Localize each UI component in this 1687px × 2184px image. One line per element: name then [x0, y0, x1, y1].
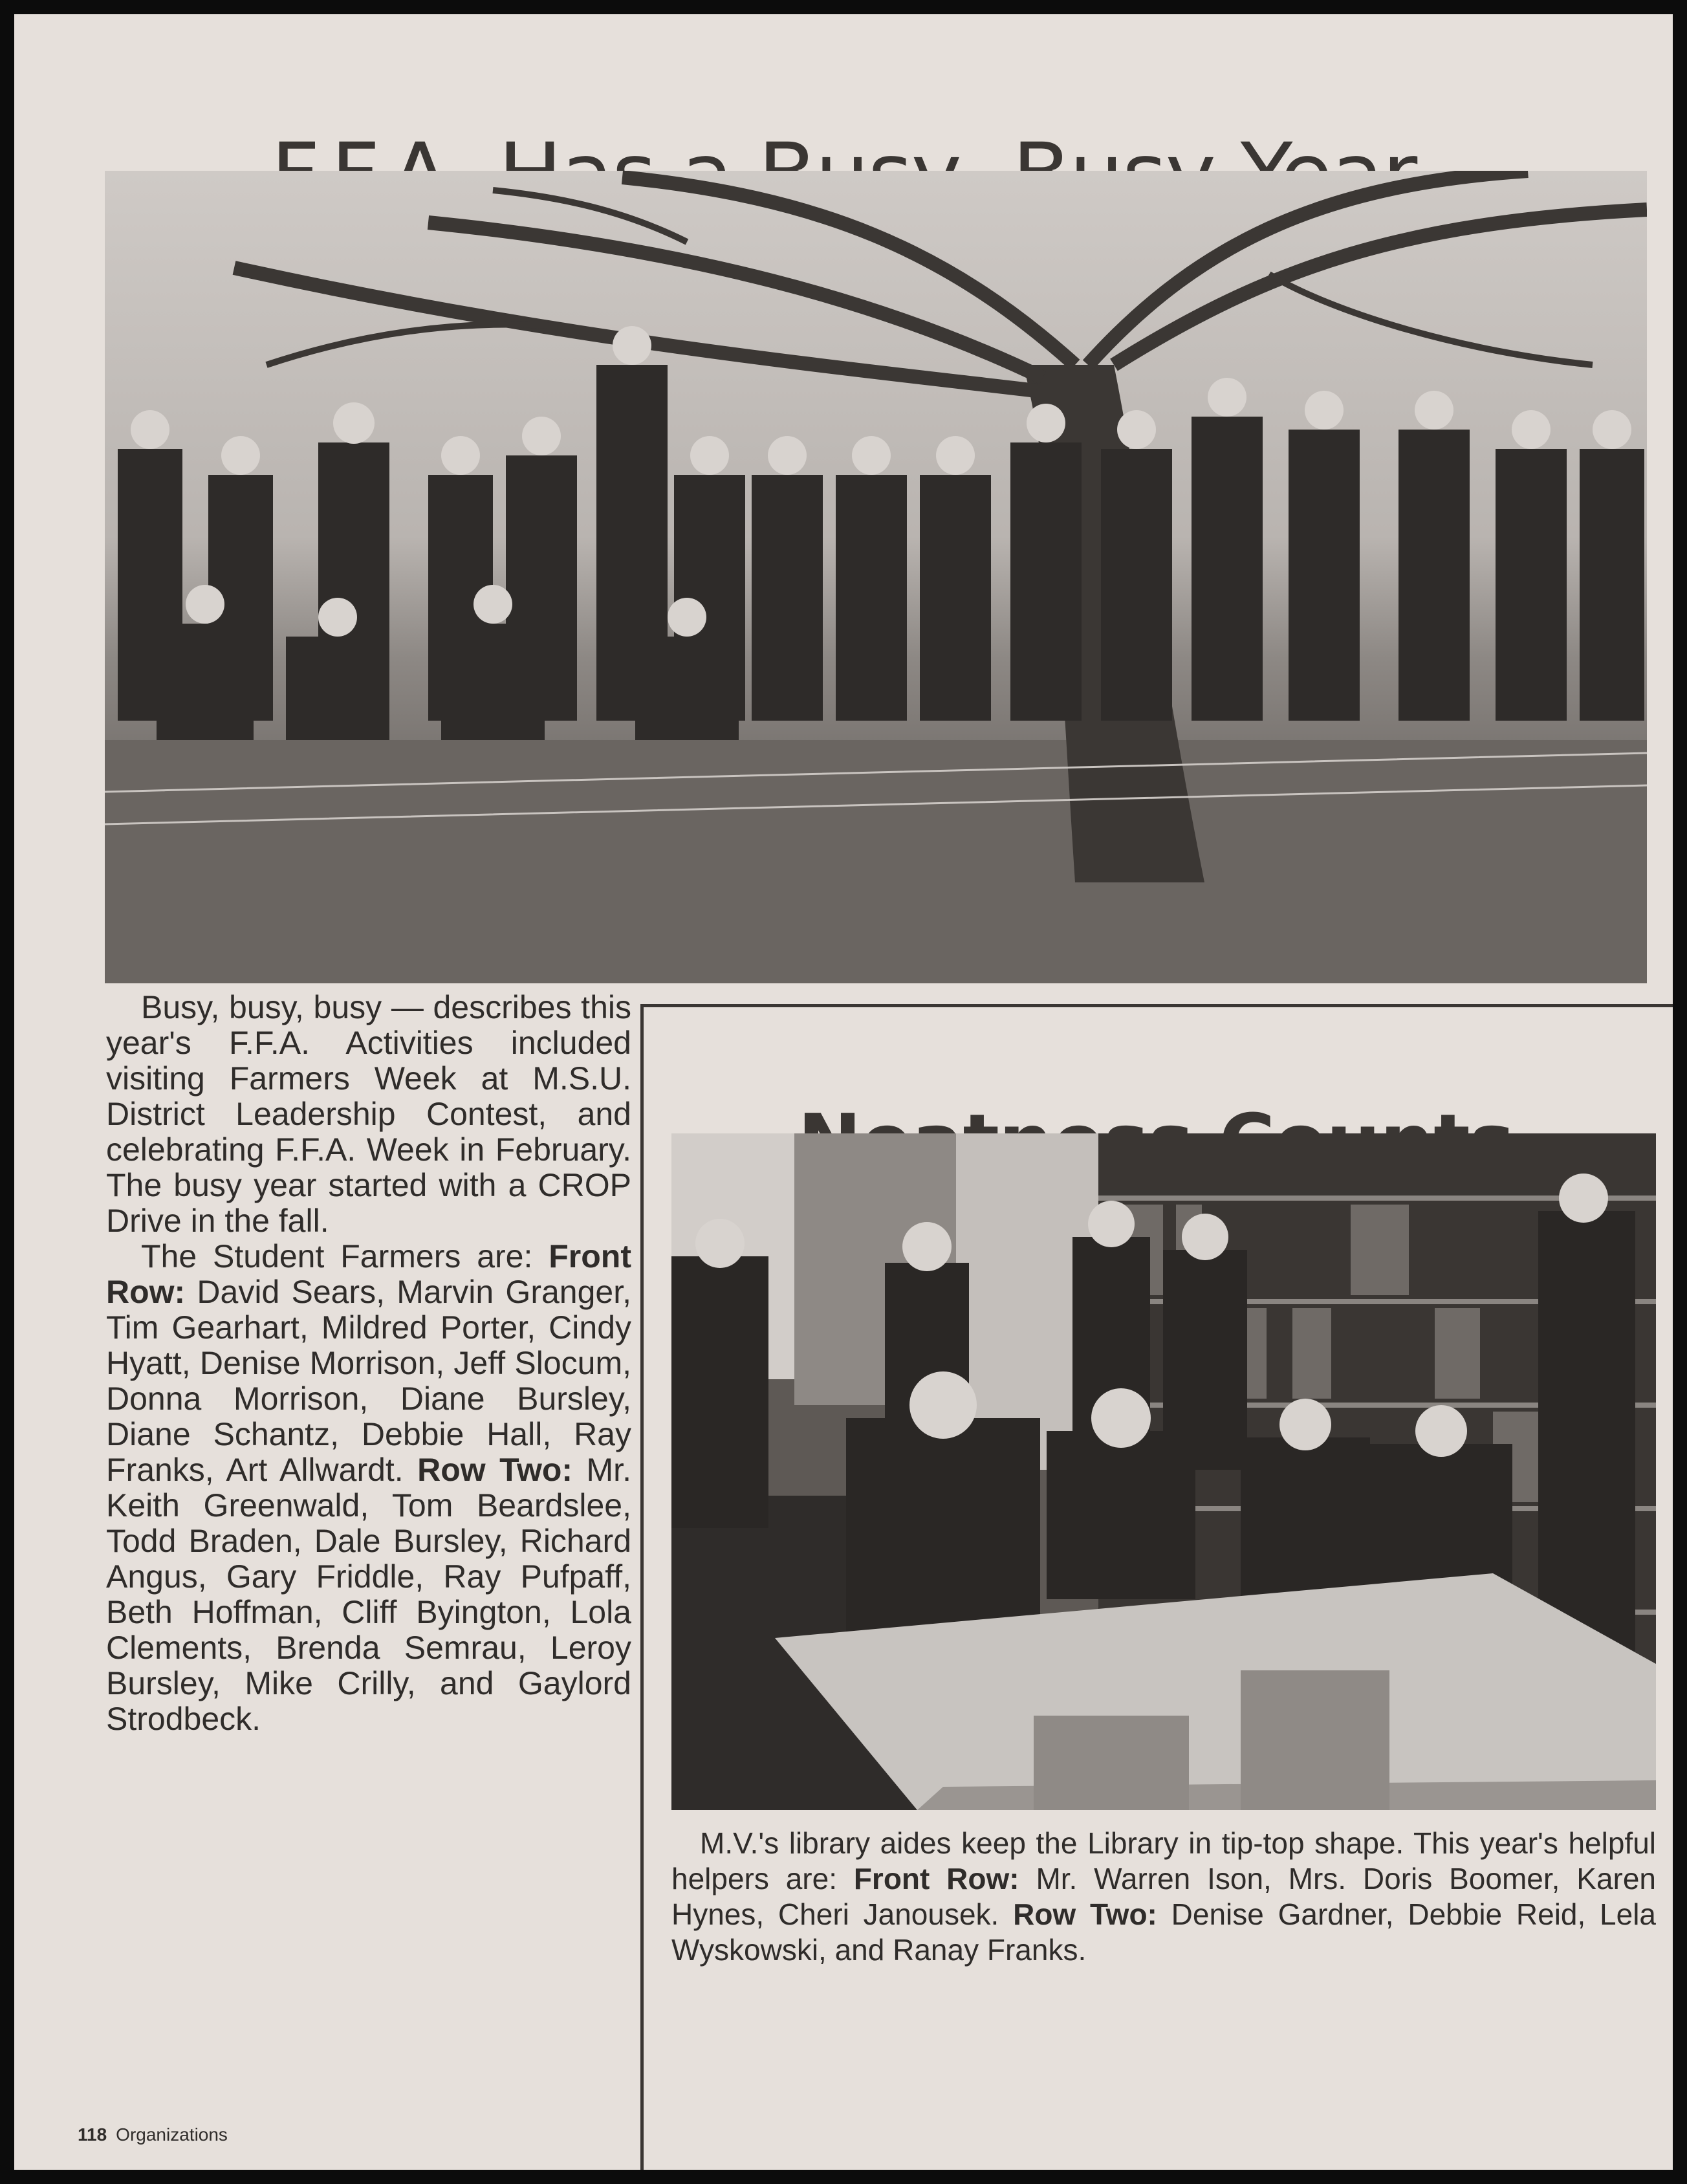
ffa-intro: Busy, busy, busy — describes this year's F.F.A. Activities included visiting Farmers Week at M.S.U. District Leadership Contest, and celebrating F.F.A. Week in February. The busy year started with a CROP Drive in the fall. — [106, 989, 631, 1239]
library-row1-names: Mr. Warren Ison, Mrs. Doris Boomer, Karen Hynes, Cheri Janousek. — [671, 1862, 1657, 1931]
ffa-lead: The Student Farmers are: — [141, 1238, 533, 1274]
ffa-photo-image — [105, 171, 1647, 983]
library-row1-label: Front Row: — [853, 1862, 1019, 1895]
library-photo-image — [671, 1133, 1656, 1810]
library-intro: M.V.'s library aides keep the Library in tip-top shape. This year's helpful helpers are: — [671, 1826, 1656, 1895]
ffa-row2-label: Row Two: — [417, 1452, 573, 1488]
page-number: 118 — [78, 2124, 107, 2145]
ffa-group-photo — [105, 171, 1647, 983]
library-row2-names: Denise Gardner, Debbie Reid, Lela Wyskowski, and Ranay Franks. — [671, 1897, 1657, 1967]
ffa-row1-label: Front Row: — [106, 1238, 631, 1310]
library-aides-photo — [671, 1133, 1656, 1810]
ffa-member-list — [106, 1239, 631, 1737]
yearbook-page — [14, 14, 1673, 2170]
ffa-row2-names: Mr. Keith Greenwald, Tom Beardslee, Todd Braden, Dale Bursley, Richard Angus, Gary Friddle, Ray Pufpaff, Beth Hoffman, Cliff Byington, Lola Clements, Brenda Semrau, Leroy Bursley, Mike Crilly, and Gaylord Strodbeck. — [106, 1452, 631, 1737]
page-footer — [78, 2124, 228, 2145]
library-row2-label: Row Two: — [1013, 1897, 1157, 1931]
ffa-article — [106, 990, 631, 1737]
ffa-row1-names: David Sears, Marvin Granger, Tim Gearhart, Mildred Porter, Cindy Hyatt, Denise Morrison, Jeff Slocum, Donna Morrison, Diane Bursley, Diane Schantz, Debbie Hall, Ray Franks, Art Allwardt. — [106, 1274, 631, 1488]
library-caption — [671, 1826, 1656, 1968]
section-name: Organizations — [116, 2124, 228, 2145]
